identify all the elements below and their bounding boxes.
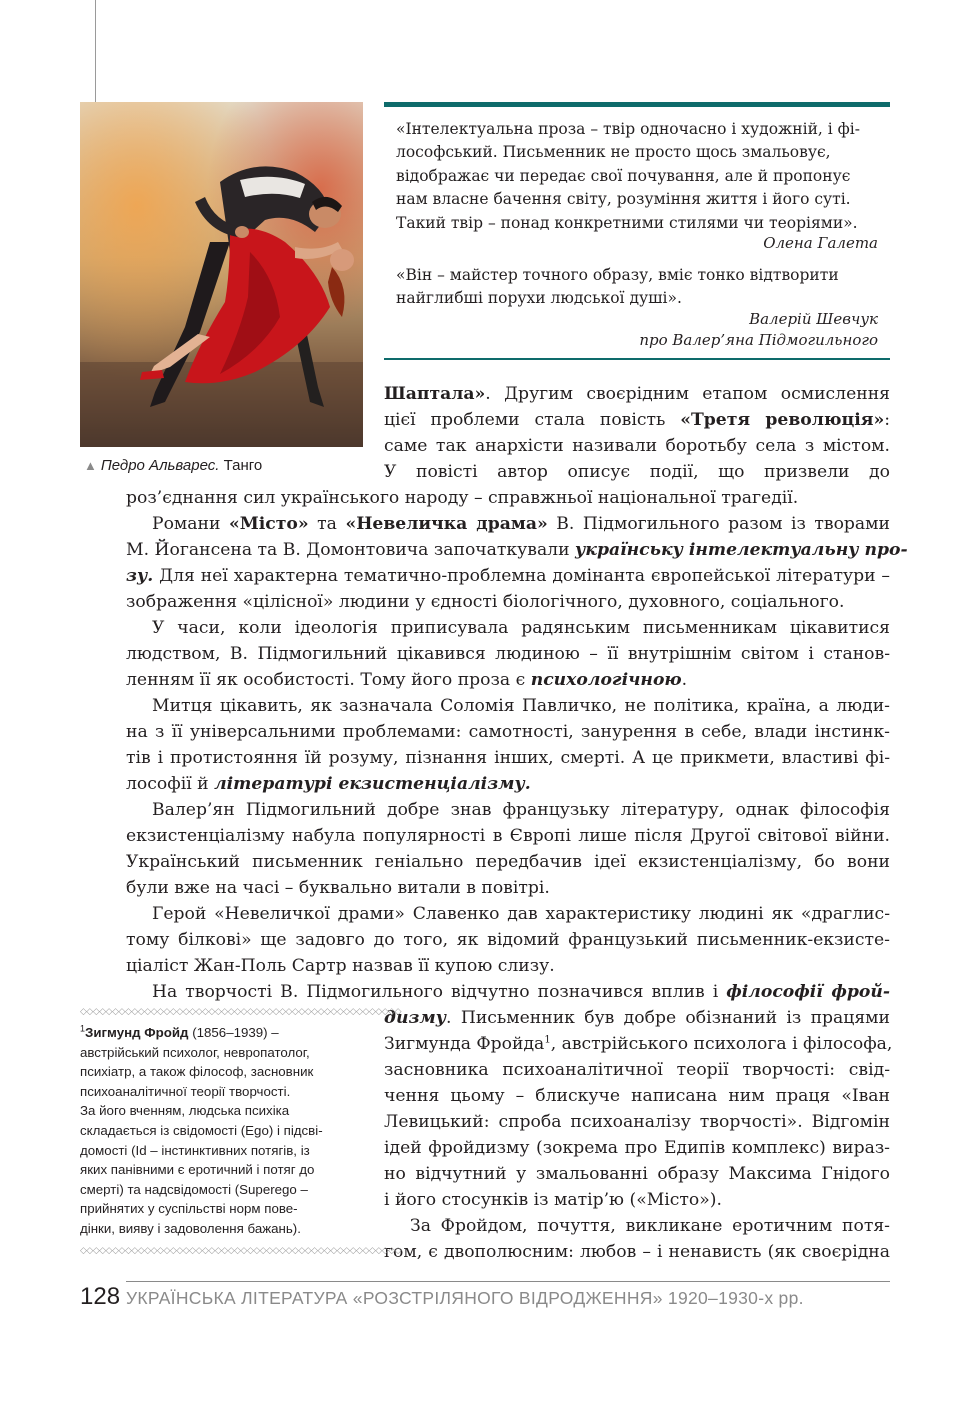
footnote-line: дінки, вияву і задоволення бажань). [80,1220,301,1236]
body-line: Левицький: спроба психоаналізу творчості». Відгомін [384,1112,890,1132]
body-line: Герой «Невеличкої драми» Славенко дав характеристику людині як «драглис- [152,904,890,924]
body-line: но відчутний у змальованні образу Максима Гнідого [384,1164,890,1184]
body-line [126,667,890,693]
body-line: чення цьому – блискуче написана ним праця «Іван [384,1086,890,1106]
quote-line: нам власне бачення світу, розуміння життя і його суті. [396,190,851,209]
body-line: Митця цікавить, як зазначала Соломія Павличко, не політика, країна, а люди- [152,696,890,716]
footnote-ornament-top: ◇◇◇◇◇◇◇◇◇◇◇◇◇◇◇◇◇◇◇◇◇◇◇◇◇◇◇◇◇◇◇◇◇◇◇◇◇◇◇◇◇◇◇◇◇◇◇◇◇◇ [80,1007,402,1017]
body-line: і його стосунків із матір’ю («Місто»). [384,1190,722,1210]
footnote-name: Зигмунд Фройд [85,1025,189,1040]
body-line: зображення «цілісної» людини у єдності біологічного, духовного, соціального. [126,592,845,612]
body-text: Для неї характерна тематично-проблемна домінанта європейської літератури – [153,566,890,586]
tango-painting [80,102,363,447]
footnote-ref: 1 [544,1034,551,1046]
body-line: людством, В. Підмогильний цікавився людиною – її внутрішнім світом і станов- [126,644,890,664]
body-text: . [681,670,688,690]
quote-galeta [396,118,878,235]
quote-author-name: Валерій Шевчук [749,310,878,328]
bold-italic-term: літературі екзистенціалізму. [214,774,531,794]
body-line [152,979,890,1005]
footnote-line: австрійський психолог, невропатолог, [80,1044,310,1060]
footnote-line: психіатр, а також філософ, засновник [80,1064,314,1080]
footnote-ornament-bottom: ◇◇◇◇◇◇◇◇◇◇◇◇◇◇◇◇◇◇◇◇◇◇◇◇◇◇◇◇◇◇◇◇◇◇◇◇◇◇◇◇◇◇◇◇◇◇◇◇◇◇ [80,1246,402,1256]
footnote-mark: 1 [80,1023,86,1034]
footnote-line: складається із свідомості (Ego) і підсві- [80,1122,323,1138]
quote-line: Такий твір – понад конкретними стилями чи теоріями». [396,213,858,232]
body-line: саме так анархісти називали боротьбу села з містом. [384,436,890,456]
body-line: Валер’ян Підмогильний добре знав французьку літературу, однак філософія [152,800,890,820]
bold-title: Шаптала» [384,384,486,404]
quote-author-note: про Валер’яна Підмогильного [639,331,878,349]
quote-author-galeta: Олена Галета [763,234,878,252]
body-line: тів і протистояння їй розуму, пізнання інших, смерті. А це прикмети, властиві фі- [126,748,890,768]
footnote-line: смерті) та надсвідомості (Superego – [80,1181,308,1197]
quote-box-bottom-rule [384,358,890,360]
quote-box-top-rule [384,102,890,107]
bold-italic-term: психологічною [530,670,682,690]
body-line [126,771,890,797]
footer-rule [126,1281,890,1282]
body-text: лософії й [126,774,215,794]
bold-italic-term: українську інтелектуальну про- [575,540,908,560]
quote-shevchuk [396,264,878,311]
quote-line: «Він – майстер точного образу, вміє тонко відтворити [396,266,839,284]
caption-author: Педро Альварес. [100,457,220,474]
bold-title: «Третя революція» [680,410,885,430]
body-text: М. Йогансена та В. Домонтовича започаткували [126,540,576,560]
quote-line: відображає чи передає свої почування, але й пропонує [396,166,851,185]
body-text: цієї проблеми стала повість [384,410,681,430]
running-head: УКРАЇНСЬКА ЛІТЕРАТУРА «РОЗСТРІЛЯНОГО ВІДРОДЖЕННЯ» 1920–1930-х рр. [126,1288,804,1308]
bold-italic-term: дизму [384,1008,447,1028]
body-line [384,381,890,407]
body-line: роз’єднання сил українського народу – справжньої національної трагедії. [126,488,799,508]
body-line: Український письменник геніально передбачив ідеї екзистенціалізму, бо вони [126,852,890,872]
footnote-line: яких панівними є еротичний і потяг до [80,1162,315,1178]
body-line: ціаліст Жан-Поль Сартр назвав її купою слизу. [126,956,555,976]
footnote-line: За його вченням, людська психіка [80,1103,290,1119]
footnote [80,1023,362,1239]
footnote-line: прийнятих у суспільстві норм пове- [80,1201,298,1217]
bold-italic-term: зу. [126,566,154,586]
body-text: ленням її як особистості. Тому його проза є [126,670,531,690]
quote-line: «Інтелектуальна проза – твір одночасно і художній, і фі- [396,120,860,138]
body-line: У часи, коли ідеологія приписувала радянським письменникам цікавитися [152,618,890,638]
body-line: ідей фройдизму (зокрема про Едипів комплекс) вираз- [384,1138,890,1158]
bold-italic-term: філософії фрой- [726,982,890,1002]
body-line: У повісті автор описує події, що призвели до [384,462,890,482]
footnote-line [80,1023,362,1043]
body-line [384,1005,890,1031]
body-text: : [884,410,890,430]
bold-title: «Невеличка драма» [345,514,548,534]
footnote-line: психоаналітичної теорії творчості. [80,1083,291,1099]
body-line [384,407,890,433]
body-line: тому білкові» ще задовго до того, як відомий французький письменник-екзисте- [126,930,890,950]
body-text: Зигмунда Фройда [384,1034,545,1054]
bold-title: «Місто» [228,514,309,534]
footnote-text: (1856–1939) – [188,1025,279,1040]
page-number: 128 [80,1283,121,1310]
margin-rule [95,0,96,102]
body-line [152,511,890,537]
painting-caption [84,457,262,474]
body-line: гом, є двополюсним: любов – і ненависть (як своєрідна [384,1242,890,1262]
body-text: На творчості В. Підмогильного відчутно позначився вплив і [152,982,727,1002]
footnote-line: домості (Id – інстинктивних потягів, із [80,1142,310,1158]
body-line: на з її універсальними проблемами: самотності, занурення в себе, влади інстинк- [126,722,890,742]
quote-line: найглибші порухи людської душі». [396,289,682,308]
body-text: Романи [152,514,229,534]
body-text: , австрійського психолога і філософа, [550,1034,893,1054]
body-text: та [308,514,346,534]
body-text: . Письменник був добре обізнаний із працями [446,1008,890,1028]
body-line: засновника психоаналітичної теорії творчості: свід- [384,1060,890,1080]
body-text: . Другим своєрідним етапом осмислення [485,384,890,404]
quote-line: лософський. Письменник не просто щось змальовує, [396,143,831,162]
body-line [126,563,890,589]
body-line: були вже на часі – буквально витали в повітрі. [126,878,550,898]
triangle-icon: ▲ [84,458,97,473]
body-line: За Фройдом, почуття, викликане еротичним потя- [410,1216,890,1236]
quote-author-shevchuk [639,309,878,351]
body-line [126,537,908,563]
body-text: В. Підмогильного разом із творами [547,514,890,534]
body-line [384,1031,893,1057]
caption-title: Танго [223,457,263,474]
body-line: екзистенціалізму набула популярності в Європі лише після Другої світової війни. [126,826,890,846]
